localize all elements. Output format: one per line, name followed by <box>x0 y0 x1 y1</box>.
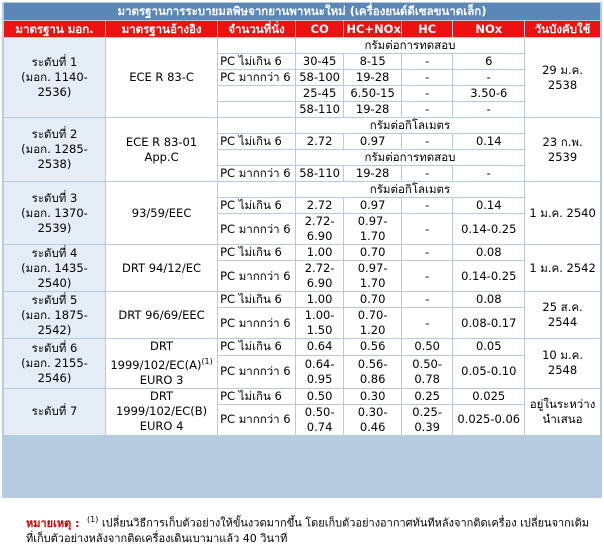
nox-value: 6 <box>453 54 524 69</box>
level-3-reference: 93/59/EEC <box>106 182 217 244</box>
co-value: 1.00 <box>296 245 343 260</box>
nox-value: - <box>453 70 524 85</box>
nox-value: 0.14-0.25 <box>453 261 524 291</box>
hc-nox-value: 0.56-0.86 <box>344 356 401 388</box>
header-tis-standard: มาตรฐาน มอก. <box>4 21 105 37</box>
seat-label: PC ไม่เกิน 6 <box>218 198 295 213</box>
hc-nox-value: 0.97 <box>344 198 401 213</box>
hc-value: - <box>402 86 453 101</box>
level-6-date: 10 ม.ค. 2548 <box>525 339 600 388</box>
nox-value: 0.14-0.25 <box>453 214 524 244</box>
nox-value: 0.05-0.10 <box>453 356 524 388</box>
seat-label: PC ไม่เกิน 6 <box>218 339 295 355</box>
table-title: มาตรฐานการระบายมลพิษจากยานพาหนะใหม่ (เครื่องยนต์ดีเซลขนาดเล็ก) <box>4 3 600 20</box>
hc-value: - <box>402 261 453 291</box>
hc-value: 0.50 <box>402 339 453 355</box>
level-3-date: 1 ม.ค. 2540 <box>525 182 600 244</box>
hc-value: - <box>402 134 453 149</box>
header-co: CO <box>296 21 343 37</box>
hc-nox-value: 0.70 <box>344 245 401 260</box>
seat-label: PC ไม่เกิน 6 <box>218 134 295 149</box>
level-6-standard: ระดับที่ 6 (มอก. 2155-2546) <box>4 339 105 388</box>
nox-value: 0.025 <box>453 389 524 404</box>
hc-nox-value: 19-28 <box>344 70 401 85</box>
seat-label: PC ไม่เกิน 6 <box>218 292 295 307</box>
co-value: 2.72-6.90 <box>296 261 343 291</box>
co-value: 0.64-0.95 <box>296 356 343 388</box>
footnote-marker: (1) <box>201 357 213 366</box>
seat-label: PC ไม่เกิน 6 <box>218 389 295 404</box>
level-1-reference: ECE R 83-C <box>106 38 217 117</box>
hc-value: - <box>402 292 453 307</box>
hc-value: - <box>402 54 453 69</box>
hc-nox-value: 6.50-15 <box>344 86 401 101</box>
hc-nox-value: 0.30-0.46 <box>344 405 401 435</box>
nox-value: 0.05 <box>453 339 524 355</box>
hc-value: - <box>402 70 453 85</box>
seat-label: PC มากกว่า 6 <box>218 308 295 338</box>
nox-value: 0.025-0.06 <box>453 405 524 435</box>
level-6-reference <box>106 339 217 388</box>
nox-value: 0.08 <box>453 292 524 307</box>
footnote-text: เปลี่ยนวิธีการเก็บตัวอย่างให้ขั้นงวดมากขึ้น โดยเก็บตัวอย่างอากาศทันทีหลังจากติดเครื่อง เปลี่ยนจากเดิมที่เก็บตัวอย่างหลังจากติดเครื่องเดินเบามาแล้ว 40 วินาที <box>26 516 590 545</box>
seat-label: PC ไม่เกิน 6 <box>218 54 295 69</box>
nox-value: 0.14 <box>453 198 524 213</box>
level-2-reference: ECE R 83-01 App.C <box>106 118 217 181</box>
co-value: 25-45 <box>296 86 343 101</box>
hc-value: - <box>402 245 453 260</box>
co-value: 2.72 <box>296 134 343 149</box>
header-nox: NOx <box>453 21 524 37</box>
level-7-reference: DRT 1999/102/EC(B) EURO 4 <box>106 389 217 435</box>
level-4-standard: ระดับที่ 4 (มอก. 1435-2540) <box>4 245 105 291</box>
hc-nox-value: 19-28 <box>344 102 401 117</box>
hc-value: 0.50-0.78 <box>402 356 453 388</box>
level-3-standard: ระดับที่ 3 (มอก. 1370-2539) <box>4 182 105 244</box>
nox-value: 0.08 <box>453 245 524 260</box>
level-6-reference-directive: DRT 1999/102/EC(A) <box>110 339 202 372</box>
header-seats: จำนวนที่นั่ง <box>218 21 295 37</box>
hc-value: - <box>402 214 453 244</box>
co-value: 58-100 <box>296 70 343 85</box>
level-5-reference: DRT 96/69/EEC <box>106 292 217 338</box>
hc-value: 0.25 <box>402 389 453 404</box>
header-reference-standard: มาตรฐานอ้างอิง <box>106 21 217 37</box>
co-value: 2.72-6.90 <box>296 214 343 244</box>
nox-value: 0.08-0.17 <box>453 308 524 338</box>
co-value: 30-45 <box>296 54 343 69</box>
hc-nox-value: 0.97-1.70 <box>344 261 401 291</box>
level-2-standard: ระดับที่ 2 (มอก. 1285-2538) <box>4 118 105 181</box>
co-value: 0.64 <box>296 339 343 355</box>
header-hc: HC <box>402 21 453 37</box>
unit-label: กรัมต่อการทดสอบ <box>296 38 524 53</box>
level-1-date: 29 ม.ค. 2538 <box>525 38 600 117</box>
hc-nox-value: 0.56 <box>344 339 401 355</box>
nox-value: 0.14 <box>453 134 524 149</box>
seat-label: PC มากกว่า 6 <box>218 261 295 291</box>
seat-label: PC มากกว่า 6 <box>218 405 295 435</box>
seat-label: PC มากกว่า 6 <box>218 70 295 85</box>
nox-value: - <box>453 166 524 181</box>
footnote-label: หมายเหตุ : <box>26 516 80 530</box>
level-7-date: อยู่ในระหว่าง นำเสนอ <box>525 389 600 435</box>
seat-label: PC ไม่เกิน 6 <box>218 245 295 260</box>
hc-nox-value: 0.30 <box>344 389 401 404</box>
co-value: 1.00-1.50 <box>296 308 343 338</box>
hc-nox-value: 0.97-1.70 <box>344 214 401 244</box>
co-value: 0.50 <box>296 389 343 404</box>
hc-value: - <box>402 166 453 181</box>
header-hc-nox: HC+NOx <box>346 21 401 36</box>
unit-label: กรัมต่อกิโลเมตร <box>296 182 524 197</box>
hc-value: - <box>402 308 453 338</box>
emission-standards-table <box>3 2 601 436</box>
level-6-reference-euro: EURO 3 <box>139 372 184 387</box>
seat-label: PC มากกว่า 6 <box>218 166 295 181</box>
co-value: 2.72 <box>296 198 343 213</box>
co-value: 1.00 <box>296 292 343 307</box>
hc-value: 0.25-0.39 <box>402 405 453 435</box>
co-value: 0.50-0.74 <box>296 405 343 435</box>
level-5-date: 25 ส.ค. 2544 <box>525 292 600 338</box>
hc-value: - <box>402 102 453 117</box>
level-4-date: 1 ม.ค. 2542 <box>525 245 600 291</box>
hc-nox-value: 8-15 <box>344 54 401 69</box>
nox-value: 3.50-6 <box>453 86 524 101</box>
co-value: 58-110 <box>296 166 343 181</box>
hc-nox-value: 0.70 <box>344 292 401 307</box>
hc-nox-value: 0.97 <box>344 134 401 149</box>
level-2-date: 23 ก.พ. 2539 <box>525 118 600 181</box>
level-4-reference: DRT 94/12/EC <box>106 245 217 291</box>
hc-value: - <box>402 198 453 213</box>
unit-label: กรัมต่อกิโลเมตร <box>296 118 524 133</box>
header-effective-date: วันบังคับใช้ <box>525 21 600 37</box>
nox-value: - <box>453 102 524 117</box>
footnote <box>26 512 596 546</box>
level-7-standard: ระดับที่ 7 <box>4 389 105 435</box>
emission-standards-panel <box>2 2 602 498</box>
footnote-marker: (1) <box>87 515 99 524</box>
seat-label: PC มากกว่า 6 <box>218 356 295 388</box>
unit-label: กรัมต่อการทดสอบ <box>296 150 524 165</box>
seat-label: PC มากกว่า 6 <box>218 214 295 244</box>
level-5-standard: ระดับที่ 5 (มอก. 1875-2542) <box>4 292 105 338</box>
level-1-standard: ระดับที่ 1 (มอก. 1140-2536) <box>4 38 105 117</box>
co-value: 58-110 <box>296 102 343 117</box>
hc-nox-value: 0.70-1.20 <box>344 308 401 338</box>
hc-nox-value: 19-28 <box>344 166 401 181</box>
